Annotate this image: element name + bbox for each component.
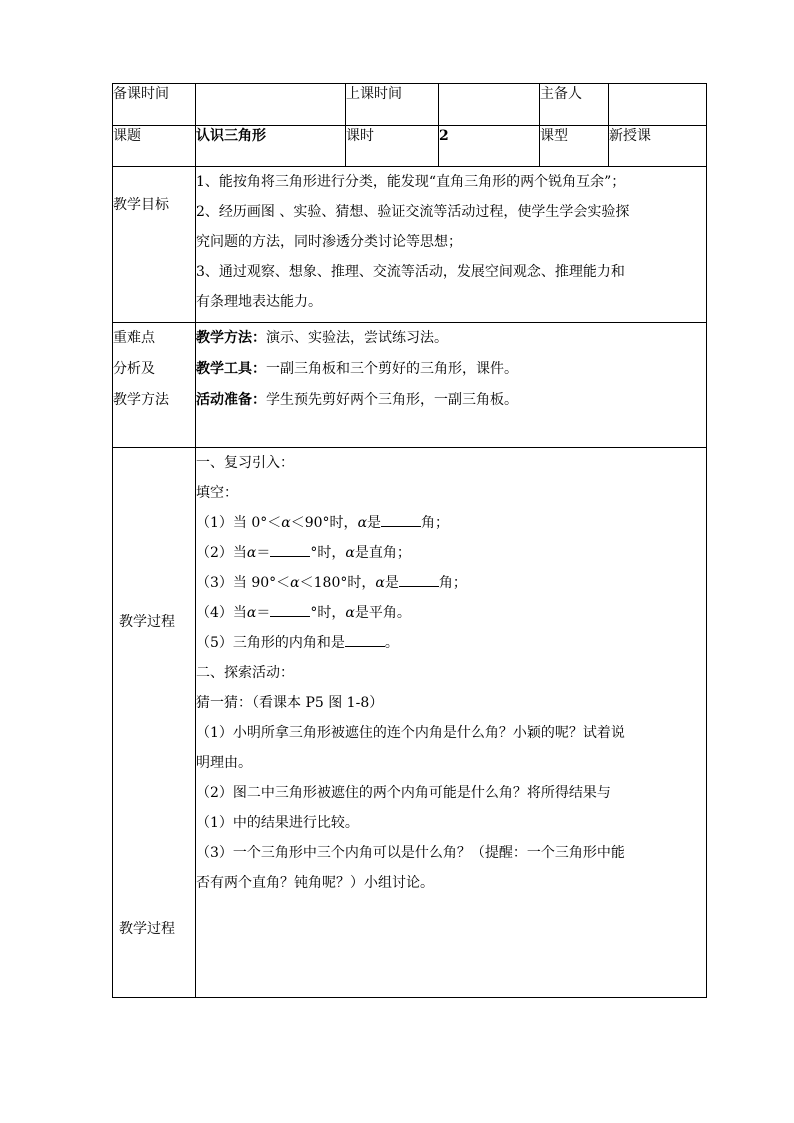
objectives-content bbox=[196, 167, 707, 323]
prep-time-label: 备课时间 bbox=[113, 84, 196, 126]
process-label: 教学过程 bbox=[119, 614, 175, 630]
process-label-cell bbox=[113, 448, 196, 998]
question-3: （3）当 90°＜α＜180°时，α是 角； bbox=[196, 568, 706, 598]
review-heading: 一、复习引入： bbox=[196, 455, 294, 471]
method-title: 教学方法： bbox=[196, 330, 266, 346]
process-content bbox=[196, 448, 707, 998]
method-item bbox=[196, 385, 706, 416]
methods-label-line: 分析及 bbox=[113, 361, 155, 377]
guess-line: 猜一猜：（看课本 P5 图 1-8） bbox=[196, 695, 384, 711]
hours-label: 课时 bbox=[346, 126, 439, 167]
method-title: 活动准备： bbox=[196, 392, 266, 408]
methods-row bbox=[113, 323, 707, 448]
explore-line: 否有两个直角？钝角呢？）小组讨论。 bbox=[196, 875, 434, 891]
class-time-value bbox=[439, 84, 540, 126]
methods-content bbox=[196, 323, 707, 448]
objective-line: 3、通过观察、想象、推理、交流等活动，发展空间观念、推理能力和 bbox=[196, 264, 625, 280]
objectives-row bbox=[113, 167, 707, 323]
question-5: （5）三角形的内角和是 。 bbox=[196, 628, 706, 658]
method-text: 学生预先剪好两个三角形，一副三角板。 bbox=[266, 392, 518, 408]
header-row-2 bbox=[113, 126, 707, 167]
method-text: 一副三角板和三个剪好的三角形，课件。 bbox=[266, 361, 518, 377]
type-value: 新授课 bbox=[609, 126, 707, 167]
question-1: （1）当 0°＜α＜90°时，α是 角； bbox=[196, 508, 706, 538]
topic-value: 认识三角形 bbox=[196, 126, 346, 167]
method-text: 演示、实验法，尝试练习法。 bbox=[266, 330, 448, 346]
objective-line: 2、经历画图 、实验、猜想、验证交流等活动过程，使学生学会实验探 bbox=[196, 204, 630, 220]
methods-label-line: 教学方法 bbox=[113, 392, 169, 408]
explore-line: （2）图二中三角形被遮住的两个内角可能是什么角？将所得结果与 bbox=[196, 785, 611, 801]
methods-label bbox=[113, 323, 196, 448]
objective-line: 究问题的方法，同时渗透分类讨论等思想； bbox=[196, 234, 462, 250]
question-2: （2）当α＝ °时，α是直角； bbox=[196, 538, 706, 568]
type-label: 课型 bbox=[540, 126, 609, 167]
process-row bbox=[113, 448, 707, 998]
lead-value bbox=[609, 84, 707, 126]
answer-blank bbox=[381, 512, 421, 527]
method-item bbox=[196, 354, 706, 385]
methods-label-line: 重难点 bbox=[113, 330, 155, 346]
answer-blank bbox=[399, 572, 439, 587]
lead-label: 主备人 bbox=[540, 84, 609, 126]
hours-value: 2 bbox=[439, 126, 540, 167]
class-time-label: 上课时间 bbox=[346, 84, 439, 126]
objective-line: 1、能按角将三角形进行分类，能发现“直角三角形的两个锐角互余”； bbox=[196, 174, 626, 190]
explore-line: （1）小明所拿三角形被遮住的连个内角是什么角？小颖的呢？试着说 bbox=[196, 725, 625, 741]
header-row-1 bbox=[113, 84, 707, 126]
answer-blank bbox=[270, 602, 310, 617]
answer-blank bbox=[270, 542, 310, 557]
method-title: 教学工具： bbox=[196, 361, 266, 377]
answer-blank bbox=[345, 632, 385, 647]
explore-line: （3）一个三角形中三个内角可以是什么角？（提醒：一个三角形中能 bbox=[196, 845, 625, 861]
explore-line: 明理由。 bbox=[196, 755, 252, 771]
fill-label: 填空： bbox=[196, 485, 238, 501]
explore-heading: 二、探索活动： bbox=[196, 665, 294, 681]
question-4: （4）当α＝ °时，α是平角。 bbox=[196, 598, 706, 628]
objectives-label: 教学目标 bbox=[113, 167, 196, 323]
process-label: 教学过程 bbox=[119, 921, 175, 937]
method-item bbox=[196, 323, 706, 354]
objective-line: 有条理地表达能力。 bbox=[196, 294, 322, 310]
lesson-plan-table bbox=[112, 83, 707, 998]
prep-time-value bbox=[196, 84, 346, 126]
topic-label: 课题 bbox=[113, 126, 196, 167]
explore-line: （1）中的结果进行比较。 bbox=[196, 815, 359, 831]
